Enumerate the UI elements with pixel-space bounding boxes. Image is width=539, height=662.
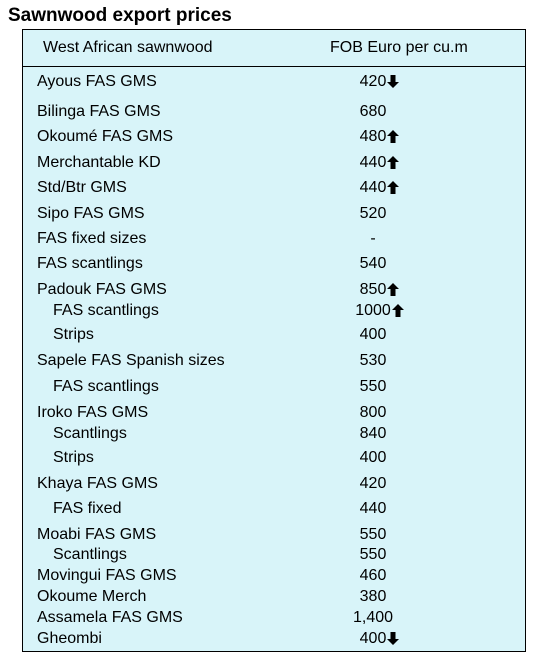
arrow-up-icon	[387, 130, 399, 143]
table-row	[23, 588, 525, 609]
row-species: Okoumé FAS GMS	[37, 128, 174, 145]
row-price: 550	[359, 546, 387, 563]
arrow-down-icon	[387, 632, 399, 645]
table-row	[23, 404, 525, 425]
row-species: FAS scantlings	[53, 302, 159, 319]
row-species: Strips	[53, 326, 94, 343]
price-table	[22, 29, 526, 652]
arrow-down-icon	[387, 75, 399, 88]
table-row	[23, 475, 525, 496]
page-title: Sawnwood export prices	[8, 5, 232, 26]
row-species: Iroko FAS GMS	[37, 404, 149, 421]
row-species: FAS fixed sizes	[37, 230, 147, 247]
row-species: Moabi FAS GMS	[37, 526, 157, 543]
table-header	[23, 30, 525, 67]
row-price: 400	[359, 326, 387, 343]
row-species: Scantlings	[53, 546, 127, 563]
row-price: 420	[359, 475, 387, 492]
table-row	[23, 630, 525, 651]
row-price: 550	[359, 378, 387, 395]
table-row	[23, 378, 525, 399]
table-row	[23, 154, 525, 175]
table-row	[23, 255, 525, 276]
row-species: Movingui FAS GMS	[37, 567, 177, 584]
table-row	[23, 302, 525, 323]
row-price: 550	[359, 526, 387, 543]
row-price: 400	[359, 630, 387, 647]
row-species: FAS scantlings	[53, 378, 159, 395]
arrow-up-icon	[392, 304, 404, 317]
row-price: 460	[359, 567, 387, 584]
row-price: 680	[359, 103, 387, 120]
row-price: 440	[359, 154, 387, 171]
column-header-species: West African sawnwood	[43, 39, 213, 56]
arrow-up-icon	[387, 156, 399, 169]
row-species: Gheombi	[37, 630, 102, 647]
table-row	[23, 609, 525, 630]
table-row	[23, 73, 525, 94]
row-price: 840	[359, 425, 387, 442]
table-row	[23, 103, 525, 124]
table-row	[23, 128, 525, 149]
row-species: Merchantable KD	[37, 154, 161, 171]
row-price: -	[370, 230, 376, 247]
row-species: Std/Btr GMS	[37, 179, 127, 196]
table-row	[23, 546, 525, 567]
table-row	[23, 205, 525, 226]
table-row	[23, 352, 525, 373]
row-price: 1000	[355, 302, 391, 319]
row-price: 420	[359, 73, 387, 90]
arrow-up-icon	[387, 283, 399, 296]
row-species: Ayous FAS GMS	[37, 73, 157, 90]
row-price: 400	[359, 449, 387, 466]
row-species: Assamela FAS GMS	[37, 609, 183, 626]
table-row	[23, 425, 525, 446]
table-row	[23, 526, 525, 547]
row-species: Bilinga FAS GMS	[37, 103, 161, 120]
row-species: Okoume Merch	[37, 588, 147, 605]
table-row	[23, 567, 525, 588]
row-price: 440	[359, 179, 387, 196]
row-species: Sapele FAS Spanish sizes	[37, 352, 225, 369]
row-species: Strips	[53, 449, 94, 466]
row-species: FAS scantlings	[37, 255, 143, 272]
arrow-up-icon	[387, 181, 399, 194]
row-species: FAS fixed	[53, 500, 122, 517]
row-price: 540	[359, 255, 387, 272]
row-price: 440	[359, 500, 387, 517]
table-row	[23, 230, 525, 251]
row-species: Scantlings	[53, 425, 127, 442]
table-row	[23, 500, 525, 521]
row-species: Padouk FAS GMS	[37, 281, 167, 298]
table-row	[23, 449, 525, 470]
row-species: Khaya FAS GMS	[37, 475, 158, 492]
row-price: 800	[359, 404, 387, 421]
row-price: 850	[359, 281, 387, 298]
row-species: Sipo FAS GMS	[37, 205, 145, 222]
row-price: 1,400	[352, 609, 394, 626]
row-price: 530	[359, 352, 387, 369]
row-price: 520	[359, 205, 387, 222]
column-header-price: FOB Euro per cu.m	[330, 39, 468, 56]
table-row	[23, 281, 525, 302]
row-price: 380	[359, 588, 387, 605]
table-row	[23, 179, 525, 200]
table-row	[23, 326, 525, 347]
row-price: 480	[359, 128, 387, 145]
